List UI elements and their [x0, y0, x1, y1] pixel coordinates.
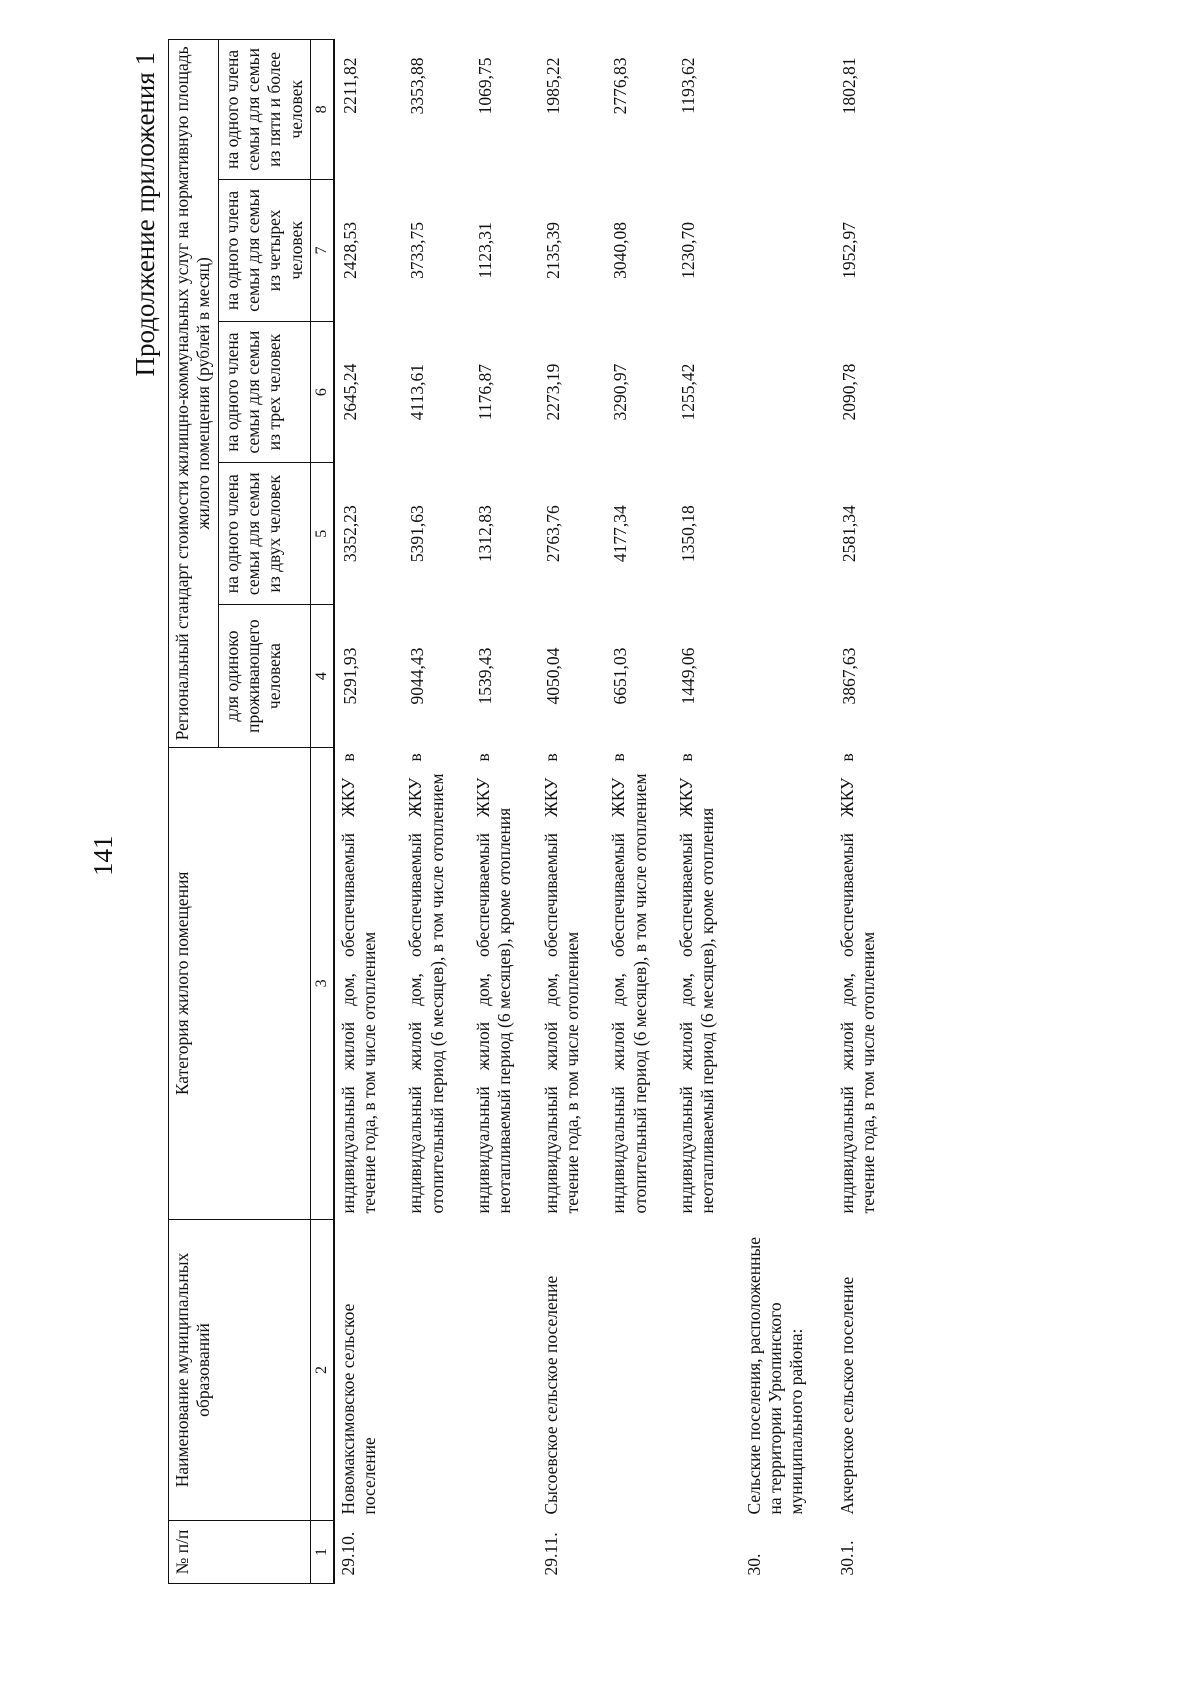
municipality-name: Сысоевское сельское поселение [540, 1275, 561, 1515]
value-five: 1193,62 [678, 57, 699, 114]
col-number: 8 [311, 40, 334, 180]
value-single: 3867,63 [838, 647, 859, 705]
value-two: 1350,18 [678, 505, 699, 563]
row-number: 29.10. [337, 1531, 358, 1576]
value-single: 1539,43 [474, 647, 495, 705]
housing-category: индивидуальный жилой дом, обеспечиваемый ЖКУ в течение года, в том числе отоплением [836, 753, 879, 1214]
value-single: 9044,43 [407, 647, 428, 705]
value-single: 6651,03 [610, 647, 631, 705]
row-number: 30. [743, 1553, 764, 1576]
municipality-name [673, 1219, 741, 1520]
col-number: 5 [311, 463, 334, 605]
value-three: 4113,61 [407, 363, 428, 421]
col-number: 7 [311, 179, 334, 321]
housing-category: индивидуальный жилой дом, обеспечиваемый ЖКУ в отопительный период (6 месяцев), в том числе отоплением [405, 753, 447, 1214]
header-standard-group: Региональный стандарт стоимости жилищно-коммунальных услуг на нормативную площадь жилого помещения (рублей в месяц) [169, 40, 219, 748]
table-row [673, 40, 741, 1584]
value-single: 5291,93 [339, 647, 360, 705]
value-five: 1069,75 [474, 57, 495, 115]
table-body [334, 40, 902, 1584]
header-sub-five: на одного члена семьи для семьи из пяти и более человек [218, 40, 310, 180]
municipality-name: Новомаксимовское сельское поселение [337, 1303, 379, 1515]
col-number: 2 [311, 1219, 334, 1520]
row-number [402, 1521, 470, 1584]
housing-category: индивидуальный жилой дом, обеспечиваемый ЖКУ в неотапливаемый период (6 месяцев), кроме отопления [472, 753, 515, 1214]
value-three [741, 322, 834, 463]
value-single: 1449,06 [678, 647, 699, 705]
row-number: 30.1. [836, 1540, 857, 1576]
table-row [334, 40, 403, 1584]
value-four [741, 179, 834, 321]
municipality-name [605, 1219, 673, 1520]
value-four: 1230,70 [678, 221, 699, 279]
header-sub-three: на одного члена семьи для семьи из трех человек [218, 322, 310, 463]
value-four: 1123,31 [474, 222, 495, 279]
header-sub-single: для одиноко проживающего человека [218, 605, 310, 747]
col-number: 1 [311, 1521, 334, 1584]
value-single [741, 605, 834, 747]
value-five: 1985,22 [542, 57, 563, 115]
municipality-name [470, 1219, 538, 1520]
table-row [470, 40, 538, 1584]
value-five: 2776,83 [610, 57, 631, 115]
value-five: 3353,88 [407, 57, 428, 115]
value-four: 3733,75 [407, 221, 428, 279]
col-number: 4 [311, 605, 334, 747]
value-two: 5391,63 [407, 505, 428, 563]
table-row [834, 40, 902, 1584]
value-two: 4177,34 [610, 505, 631, 563]
value-three: 3290,97 [610, 363, 631, 421]
municipality-name: Акчернское сельское поселение [836, 1276, 857, 1515]
value-three: 1176,87 [474, 363, 495, 421]
value-four: 1952,97 [838, 221, 859, 279]
table-row [402, 40, 470, 1584]
value-three: 2090,78 [838, 363, 859, 421]
col-number: 3 [311, 747, 334, 1219]
value-five: 2211,82 [339, 57, 360, 114]
table-row [605, 40, 673, 1584]
col-number: 6 [311, 322, 334, 463]
housing-category [741, 747, 834, 1219]
housing-category: индивидуальный жилой дом, обеспечиваемый ЖКУ в течение года, в том числе отоплением [540, 753, 582, 1214]
row-number [605, 1521, 673, 1584]
header-name: Наименование муниципальных образований [169, 1219, 311, 1520]
value-three: 2645,24 [339, 363, 360, 421]
header-category: Категория жилого помещения [169, 747, 311, 1219]
continuation-title: Продолжение приложения 1 [130, 52, 160, 377]
value-two: 1312,83 [474, 505, 495, 563]
value-two: 2581,34 [838, 505, 859, 563]
row-number: 29.11. [540, 1532, 561, 1576]
value-four: 3040,08 [610, 221, 631, 279]
header-sub-two: на одного члена семьи для семьи из двух человек [218, 463, 310, 605]
header-sub-four: на одного члена семьи для семьи из четырех человек [218, 179, 310, 321]
tariff-table [168, 39, 901, 1584]
value-two [741, 463, 834, 605]
value-four: 2135,39 [542, 221, 563, 279]
header-num: № п/п [169, 1521, 311, 1584]
municipality-name: Сельские поселения, расположенные на территории Урюпинского муниципального района: [743, 1236, 807, 1515]
value-five [741, 40, 834, 180]
housing-category: индивидуальный жилой дом, обеспечиваемый ЖКУ в отопительный период (6 месяцев), в том числе отоплением [608, 753, 650, 1214]
value-five: 1802,81 [838, 57, 859, 115]
housing-category: индивидуальный жилой дом, обеспечиваемый ЖКУ в неотапливаемый период (6 месяцев), кроме отопления [676, 753, 718, 1214]
value-two: 2763,76 [542, 505, 563, 563]
value-three: 1255,42 [678, 363, 699, 421]
table-row [538, 40, 606, 1584]
municipality-name [402, 1219, 470, 1520]
page-number: 141 [88, 835, 118, 876]
row-number [470, 1521, 538, 1584]
value-single: 4050,04 [542, 647, 563, 705]
value-three: 2273,19 [542, 363, 563, 421]
row-number [673, 1521, 741, 1584]
housing-category: индивидуальный жилой дом, обеспечиваемый ЖКУ в течение года, в том числе отоплением [337, 753, 379, 1214]
value-two: 3352,23 [339, 505, 360, 563]
table-row [741, 40, 834, 1584]
value-four: 2428,53 [339, 221, 360, 279]
